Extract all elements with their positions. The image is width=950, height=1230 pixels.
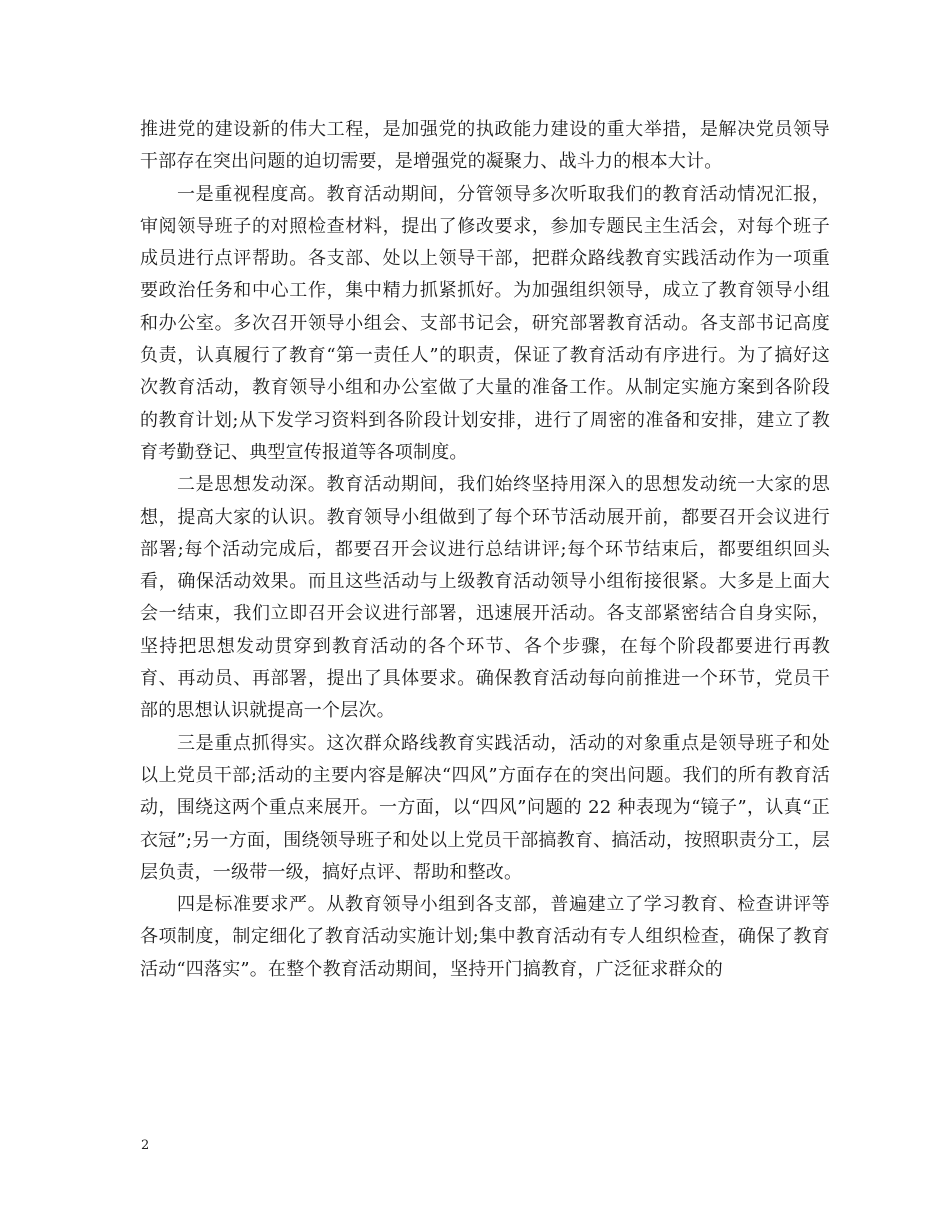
paragraph-point-three: 三是重点抓得实。这次群众路线教育实践活动，活动的对象重点是领导班子和处以上党员干部;活动的主要内容是解决“四风”方面存在的突出问题。我们的所有教育活动，围绕这两个重点来展开。一方面，以“四风”问题的 22 种表现为“镜子”，认真“正衣冠”;另一方面，围绕领导班子和处以上党员干部搞教育、搞活动，按照职责分工，层层负责，一级带一级，搞好点评、帮助和整改。 (140, 732, 830, 883)
paragraph-point-two: 二是思想发动深。教育活动期间，我们始终坚持用深入的思想发动统一大家的思想，提高大家的认识。教育领导小组做到了每个环节活动展开前，都要召开会议进行部署;每个活动完成后，都要召开会议进行总结讲评;每个环节结束后，都要组织回头看，确保活动效果。而且这些活动与上级教育活动领导小组衔接很紧。大多是上面大会一结束，我们立即召开会议进行部署，迅速展开活动。各支部紧密结合自身实际，坚持把思想发动贯穿到教育活动的各个环节、各个步骤，在每个阶段都要进行再教育、再动员、再部署，提出了具体要求。确保教育活动每向前推进一个环节，党员干部的思想认识就提高一个层次。 (140, 474, 830, 722)
paragraph-point-four: 四是标准要求严。从教育领导小组到各支部，普遍建立了学习教育、检查讲评等各项制度，制定细化了教育活动实施计划;集中教育活动有专人组织检查，确保了教育活动“四落实”。在整个教育活动期间，坚持开门搞教育，广泛征求群众的 (140, 894, 830, 980)
paragraph-point-one: 一是重视程度高。教育活动期间，分管领导多次听取我们的教育活动情况汇报，审阅领导班子的对照检查材料，提出了修改要求，参加专题民主生活会，对每个班子成员进行点评帮助。各支部、处以上领导干部，把群众路线教育实践活动作为一项重要政治任务和中心工作，集中精力抓紧抓好。为加强组织领导，成立了教育领导小组和办公室。多次召开领导小组会、支部书记会，研究部署教育活动。各支部书记高度负责，认真履行了教育“第一责任人”的职责，保证了教育活动有序进行。为了搞好这次教育活动，教育领导小组和办公室做了大量的准备工作。从制定实施方案到各阶段的教育计划;从下发学习资料到各阶段计划安排，进行了周密的准备和安排，建立了教育考勤登记、典型宣传报道等各项制度。 (140, 183, 830, 463)
page-number: 2 (141, 1138, 150, 1153)
paragraph-continuation: 推进党的建设新的伟大工程，是加强党的执政能力建设的重大举措，是解决党员领导干部存在突出问题的迫切需要，是增强党的凝聚力、战斗力的根本大计。 (140, 119, 830, 173)
document-body (140, 114, 830, 986)
